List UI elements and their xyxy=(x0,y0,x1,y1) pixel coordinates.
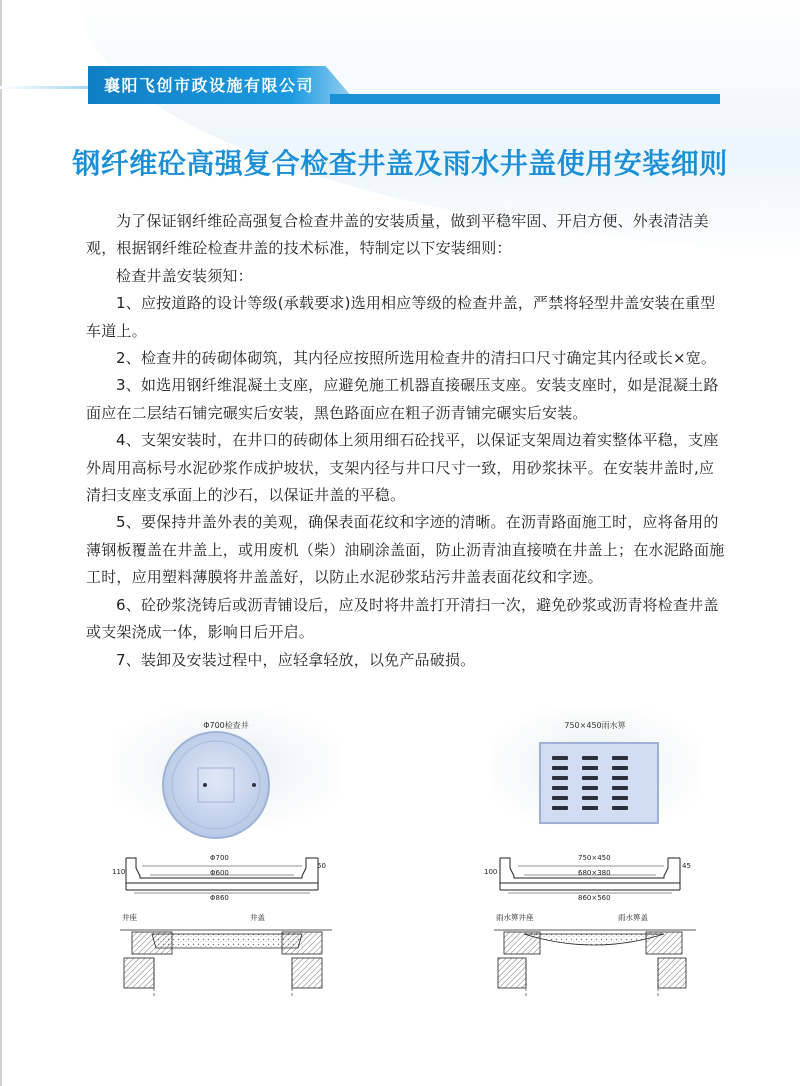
paragraph-item-7: 7、装卸及安装过程中，应轻拿轻放，以免产品破损。 xyxy=(116,650,476,669)
dim-base-size: 860×560 xyxy=(578,894,611,902)
dim-height-left: 110 xyxy=(112,868,126,876)
label-cover: 井盖 xyxy=(250,913,265,922)
dim-clear-diameter: Φ600 xyxy=(210,869,229,877)
dim-clear-size: 680×380 xyxy=(578,869,611,877)
paragraph-item-5: 5、要保持井盖外表的美观，确保表面花纹和字迹的清晰。在沥青路面施工时，应将备用的薄钢板覆盖在井盖上，或用废机（柴）油刷涂盖面，防止沥青油直接喷在井盖上；在水泥路面施工时，应用塑料薄膜将井盖盖好，以防止水泥砂浆玷污井盖表面花纹和字迹。 xyxy=(86,513,725,587)
paragraph-item-6: 6、砼砂浆浇铸后或沥青铺设后，应及时将井盖打开清扫一次，避免砂浆或沥青将检查井盖或支架浇成一体，影响日后开启。 xyxy=(86,595,719,642)
dim-base-diameter: Φ860 xyxy=(210,894,229,902)
body-text xyxy=(86,208,726,674)
paragraph-subheading: 检查井盖安装须知： xyxy=(116,266,253,285)
paragraph-item-1: 1、应按道路的设计等级(承载要求)选用相应等级的检查井盖，严禁将轻型井盖安装在重型车道上。 xyxy=(86,294,716,340)
dim-outer-size: 750×450 xyxy=(578,854,611,862)
dim-height-right: 45 xyxy=(682,862,691,870)
figure-caption: Φ700检查井 xyxy=(203,721,249,730)
label-frame: 井座 xyxy=(122,913,137,922)
figure-rain-grate xyxy=(484,708,700,1008)
header-rule xyxy=(330,94,720,104)
paragraph-item-2: 2、检查井的砖砌体砌筑，其内径应按照所选用检查井的清扫口尺寸确定其内径或长×宽。 xyxy=(116,349,717,368)
dim-height-left: 100 xyxy=(484,868,498,876)
company-name: 襄阳飞创市政设施有限公司 xyxy=(104,76,315,95)
paragraph-intro: 为了保证钢纤维砼高强复合检查井盖的安装质量，做到平稳牢固、开启方便、外表清洁美观，根据钢纤维砼检查井盖的技术标准，特制定以下安装细则： xyxy=(86,212,709,258)
dim-height-right: 50 xyxy=(317,862,326,870)
figure-caption: 750×450雨水箅 xyxy=(564,721,626,730)
figure-round-manhole xyxy=(112,708,340,1008)
label-grate-cover: 雨水箅盖 xyxy=(618,913,648,922)
header-strip xyxy=(0,86,88,89)
paragraph-item-3: 3、如选用钢纤维混凝土支座，应避免施工机器直接碾压支座。安装支座时，如是混凝土路面应在二层结石铺完碾实后安装，黑色路面应在粗子沥青铺完碾实后安装。 xyxy=(86,376,719,422)
page-title: 钢纤维砼高强复合检查井盖及雨水井盖使用安装细则 xyxy=(72,147,728,180)
paragraph-item-4: 4、支架安装时，在井口的砖砌体上须用细石砼找平，以保证支架周边着实整体平稳，支座外周用高标号水泥砂浆作成护坡状，支架内径与井口尺寸一致，用砂浆抹平。在安装井盖时,应清扫支座支承面上的沙石，以保证井盖的平稳。 xyxy=(86,431,719,505)
label-grate-frame: 雨水箅井座 xyxy=(496,913,534,922)
dim-outer-diameter: Φ700 xyxy=(210,854,229,862)
